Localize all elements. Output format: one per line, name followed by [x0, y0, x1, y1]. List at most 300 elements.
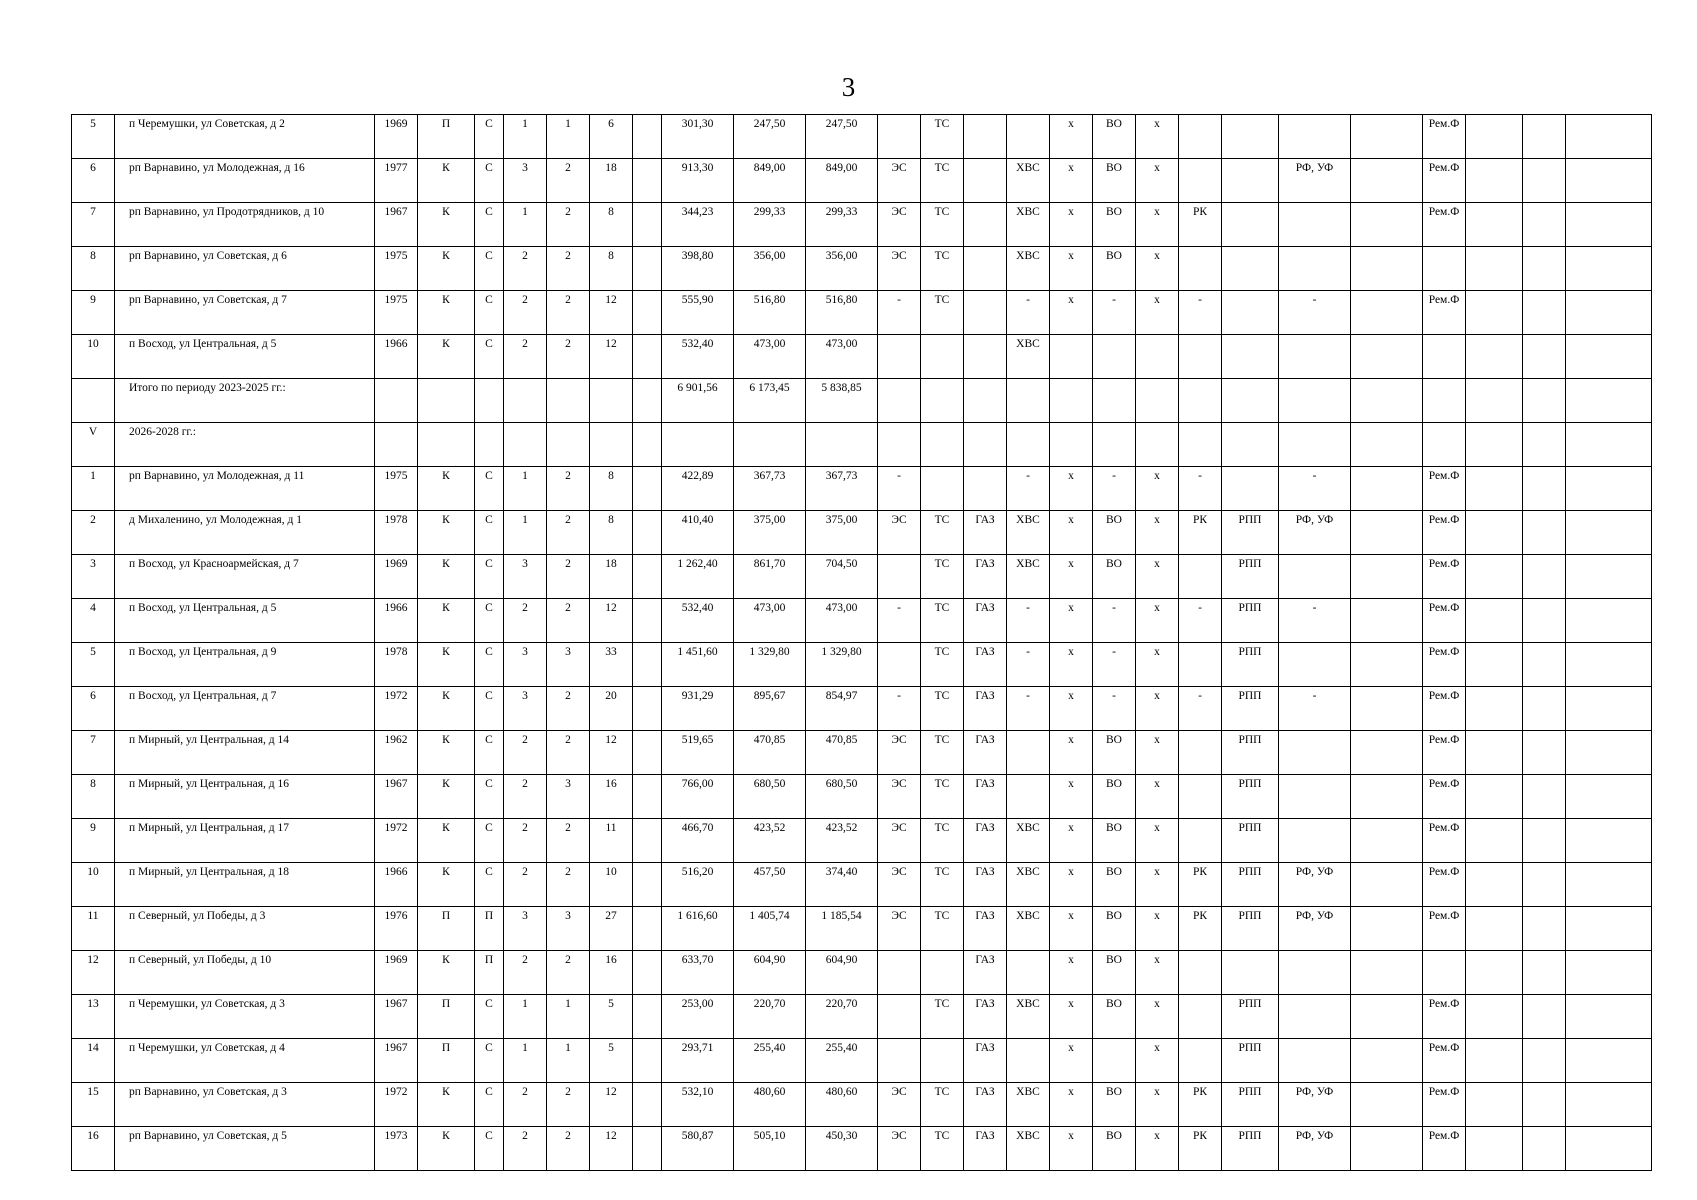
table-cell	[964, 247, 1007, 291]
table-cell: 5	[590, 1039, 633, 1083]
table-cell: 931,29	[662, 687, 734, 731]
table-cell: 3	[504, 643, 547, 687]
table-cell: ТС	[921, 599, 964, 643]
table-cell: 1969	[375, 555, 418, 599]
table-cell: 1969	[375, 115, 418, 159]
table-cell	[1179, 775, 1222, 819]
table-row	[72, 819, 1652, 863]
table-cell: 2	[547, 687, 590, 731]
table-cell: 532,40	[662, 335, 734, 379]
table-cell: 1 329,80	[806, 643, 878, 687]
table-cell	[1466, 203, 1523, 247]
table-cell: 1972	[375, 819, 418, 863]
table-cell	[1136, 335, 1179, 379]
table-cell	[1566, 819, 1652, 863]
table-cell: 33	[590, 643, 633, 687]
table-cell: 220,70	[734, 995, 806, 1039]
address-cell: Итого по периоду 2023-2025 гг.:	[115, 379, 375, 423]
table-cell	[1351, 687, 1423, 731]
table-cell	[921, 379, 964, 423]
table-cell: х	[1050, 511, 1093, 555]
table-cell: РФ, УФ	[1279, 1127, 1351, 1171]
table-cell	[1523, 995, 1566, 1039]
table-cell: РК	[1179, 511, 1222, 555]
table-cell	[1566, 1039, 1652, 1083]
table-cell	[1566, 1083, 1652, 1127]
table-cell: 16	[590, 775, 633, 819]
table-cell: 16	[590, 951, 633, 995]
table-row	[72, 775, 1652, 819]
table-row	[72, 731, 1652, 775]
table-cell	[1007, 379, 1050, 423]
table-cell: 1 405,74	[734, 907, 806, 951]
table-cell: 2	[547, 1083, 590, 1127]
table-cell	[1566, 907, 1652, 951]
table-cell: х	[1050, 775, 1093, 819]
table-cell: 1 616,60	[662, 907, 734, 951]
address-cell: п Восход, ул Центральная, д 5	[115, 335, 375, 379]
table-cell: 7	[72, 731, 115, 775]
table-cell: ГАЗ	[964, 511, 1007, 555]
table-cell: -	[1179, 467, 1222, 511]
table-cell: ГАЗ	[964, 1127, 1007, 1171]
table-cell: 532,10	[662, 1083, 734, 1127]
table-cell	[1466, 1039, 1523, 1083]
table-cell	[1050, 423, 1093, 467]
table-cell: ГАЗ	[964, 1083, 1007, 1127]
table-cell: 8	[590, 203, 633, 247]
table-cell: 580,87	[662, 1127, 734, 1171]
table-cell	[1222, 379, 1279, 423]
address-cell: п Черемушки, ул Советская, д 4	[115, 1039, 375, 1083]
table-cell	[878, 643, 921, 687]
table-row	[72, 423, 1652, 467]
table-cell: С	[475, 291, 504, 335]
table-cell: х	[1136, 159, 1179, 203]
table-cell: 1973	[375, 1127, 418, 1171]
table-cell: Рем.Ф	[1423, 467, 1466, 511]
table-cell: РПП	[1222, 1083, 1279, 1127]
table-cell	[633, 379, 662, 423]
table-row	[72, 995, 1652, 1039]
table-cell: -	[1179, 599, 1222, 643]
table-row	[72, 203, 1652, 247]
table-cell: 12	[590, 599, 633, 643]
table-cell	[1007, 115, 1050, 159]
table-cell	[633, 115, 662, 159]
table-cell: ЭС	[878, 731, 921, 775]
table-cell: С	[475, 819, 504, 863]
table-row	[72, 511, 1652, 555]
table-cell	[1566, 291, 1652, 335]
table-cell: ГАЗ	[964, 951, 1007, 995]
table-cell	[1466, 555, 1523, 599]
table-cell: С	[475, 643, 504, 687]
table-cell	[878, 379, 921, 423]
table-row	[72, 555, 1652, 599]
table-cell: 11	[590, 819, 633, 863]
table-cell: Рем.Ф	[1423, 907, 1466, 951]
table-cell: РПП	[1222, 863, 1279, 907]
table-cell	[1093, 335, 1136, 379]
table-cell	[1566, 1127, 1652, 1171]
table-cell: РПП	[1222, 687, 1279, 731]
table-cell: РПП	[1222, 819, 1279, 863]
table-cell	[633, 1039, 662, 1083]
table-cell: -	[1007, 687, 1050, 731]
table-cell	[1566, 335, 1652, 379]
table-cell	[1279, 731, 1351, 775]
table-cell: 473,00	[806, 335, 878, 379]
table-cell: РПП	[1222, 1039, 1279, 1083]
table-cell: С	[475, 467, 504, 511]
table-cell: 3	[547, 643, 590, 687]
table-cell: Рем.Ф	[1423, 1039, 1466, 1083]
table-cell: С	[475, 863, 504, 907]
table-cell: К	[418, 951, 475, 995]
table-cell: 516,80	[734, 291, 806, 335]
table-cell: 6	[590, 115, 633, 159]
table-cell: Рем.Ф	[1423, 115, 1466, 159]
table-cell: Рем.Ф	[1423, 819, 1466, 863]
table-cell: х	[1136, 203, 1179, 247]
table-cell: К	[418, 247, 475, 291]
table-cell	[633, 335, 662, 379]
table-cell: 516,20	[662, 863, 734, 907]
table-cell: 2	[504, 1127, 547, 1171]
table-cell	[633, 907, 662, 951]
table-cell: х	[1136, 115, 1179, 159]
table-cell: х	[1050, 643, 1093, 687]
table-cell: 849,00	[806, 159, 878, 203]
table-cell: П	[475, 951, 504, 995]
table-cell: 470,85	[806, 731, 878, 775]
table-cell: 367,73	[806, 467, 878, 511]
table-cell	[1279, 775, 1351, 819]
table-cell: 895,67	[734, 687, 806, 731]
table-cell: ТС	[921, 159, 964, 203]
table-cell: 1	[504, 203, 547, 247]
table-cell	[1222, 951, 1279, 995]
table-cell: 1975	[375, 291, 418, 335]
table-cell: ХВС	[1007, 1083, 1050, 1127]
table-cell: ХВС	[1007, 819, 1050, 863]
table-cell: 3	[504, 555, 547, 599]
table-cell	[1279, 951, 1351, 995]
table-cell: -	[1179, 291, 1222, 335]
table-cell: ХВС	[1007, 335, 1050, 379]
table-cell: ХВС	[1007, 1127, 1050, 1171]
table-cell	[1007, 951, 1050, 995]
table-cell: РК	[1179, 1127, 1222, 1171]
table-cell: ВО	[1093, 995, 1136, 1039]
table-cell: 5	[72, 115, 115, 159]
table-cell	[1466, 907, 1523, 951]
table-cell: х	[1050, 995, 1093, 1039]
table-cell	[1351, 335, 1423, 379]
table-cell: 3	[504, 687, 547, 731]
table-cell: РФ, УФ	[1279, 511, 1351, 555]
table-cell: 1972	[375, 687, 418, 731]
table-cell: 2	[547, 203, 590, 247]
table-cell	[1566, 247, 1652, 291]
address-cell: д Михаленино, ул Молодежная, д 1	[115, 511, 375, 555]
table-cell	[1523, 687, 1566, 731]
address-cell: п Мирный, ул Центральная, д 18	[115, 863, 375, 907]
table-cell	[1351, 1127, 1423, 1171]
table-cell: ГАЗ	[964, 775, 1007, 819]
table-cell: х	[1050, 1039, 1093, 1083]
table-cell: 2	[504, 951, 547, 995]
address-cell: рп Варнавино, ул Советская, д 5	[115, 1127, 375, 1171]
table-cell: 2	[547, 511, 590, 555]
table-cell: 450,30	[806, 1127, 878, 1171]
table-cell: х	[1050, 1083, 1093, 1127]
table-cell: С	[475, 555, 504, 599]
table-cell: РФ, УФ	[1279, 159, 1351, 203]
table-cell: 2	[547, 731, 590, 775]
table-cell: 861,70	[734, 555, 806, 599]
table-cell	[1566, 159, 1652, 203]
table-cell: Рем.Ф	[1423, 1083, 1466, 1127]
table-cell: ГАЗ	[964, 555, 1007, 599]
table-cell: 1969	[375, 951, 418, 995]
table-cell: ЭС	[878, 1127, 921, 1171]
table-cell	[1093, 379, 1136, 423]
address-cell: рп Варнавино, ул Молодежная, д 16	[115, 159, 375, 203]
table-cell: х	[1136, 511, 1179, 555]
table-cell	[1566, 379, 1652, 423]
table-cell: 12	[72, 951, 115, 995]
table-cell	[590, 423, 633, 467]
table-cell: 375,00	[806, 511, 878, 555]
table-row	[72, 467, 1652, 511]
table-cell: К	[418, 203, 475, 247]
table-cell	[1523, 643, 1566, 687]
address-cell: п Северный, ул Победы, д 3	[115, 907, 375, 951]
table-cell	[1523, 1127, 1566, 1171]
table-cell: ТС	[921, 819, 964, 863]
table-cell: С	[475, 203, 504, 247]
table-cell	[1466, 511, 1523, 555]
table-cell	[633, 1127, 662, 1171]
table-cell	[1466, 643, 1523, 687]
table-cell	[633, 423, 662, 467]
table-cell	[1523, 775, 1566, 819]
table-cell	[1007, 775, 1050, 819]
table-cell	[1566, 643, 1652, 687]
table-cell	[921, 335, 964, 379]
table-cell: 466,70	[662, 819, 734, 863]
table-cell: ЭС	[878, 203, 921, 247]
table-cell: 2	[504, 775, 547, 819]
table-cell	[1179, 951, 1222, 995]
table-cell: 2	[547, 467, 590, 511]
table-cell: х	[1050, 687, 1093, 731]
table-cell	[1179, 555, 1222, 599]
table-cell: ГАЗ	[964, 819, 1007, 863]
table-cell	[1007, 731, 1050, 775]
table-cell: 1975	[375, 467, 418, 511]
table-cell: ЭС	[878, 159, 921, 203]
table-cell	[662, 423, 734, 467]
table-cell: 299,33	[806, 203, 878, 247]
table-cell: 473,00	[734, 599, 806, 643]
table-cell	[1523, 863, 1566, 907]
table-cell: 2	[547, 247, 590, 291]
table-cell	[1423, 951, 1466, 995]
table-cell	[1351, 907, 1423, 951]
table-cell: х	[1050, 599, 1093, 643]
table-cell	[1523, 819, 1566, 863]
table-cell: х	[1050, 555, 1093, 599]
table-row	[72, 599, 1652, 643]
table-cell: С	[475, 687, 504, 731]
table-cell	[1179, 819, 1222, 863]
table-cell: х	[1136, 863, 1179, 907]
table-cell: 2	[504, 731, 547, 775]
table-cell	[1523, 599, 1566, 643]
table-cell: 1975	[375, 247, 418, 291]
table-cell: 1978	[375, 643, 418, 687]
table-cell: К	[418, 775, 475, 819]
table-cell	[633, 731, 662, 775]
table-cell: Рем.Ф	[1423, 159, 1466, 203]
table-cell: х	[1136, 291, 1179, 335]
table-cell: 1	[547, 995, 590, 1039]
table-cell	[1179, 731, 1222, 775]
table-cell: РК	[1179, 863, 1222, 907]
table-cell: х	[1050, 907, 1093, 951]
table-cell	[964, 467, 1007, 511]
table-cell	[633, 599, 662, 643]
table-cell	[1179, 643, 1222, 687]
table-cell	[1351, 203, 1423, 247]
table-cell: 255,40	[734, 1039, 806, 1083]
table-cell: 3	[547, 907, 590, 951]
address-cell: п Восход, ул Красноармейская, д 7	[115, 555, 375, 599]
table-cell	[1351, 731, 1423, 775]
address-cell: п Восход, ул Центральная, д 9	[115, 643, 375, 687]
table-cell: 470,85	[734, 731, 806, 775]
table-cell: Рем.Ф	[1423, 863, 1466, 907]
table-cell	[1466, 599, 1523, 643]
table-cell: -	[1093, 687, 1136, 731]
table-cell: К	[418, 467, 475, 511]
table-cell	[921, 1039, 964, 1083]
table-cell: 2	[504, 247, 547, 291]
table-cell	[964, 159, 1007, 203]
table-cell: С	[475, 511, 504, 555]
table-cell: П	[418, 115, 475, 159]
table-cell	[878, 951, 921, 995]
table-cell: х	[1136, 467, 1179, 511]
table-cell: 367,73	[734, 467, 806, 511]
table-cell: ЭС	[878, 511, 921, 555]
table-cell: С	[475, 247, 504, 291]
table-cell: 2	[547, 1127, 590, 1171]
table-cell: х	[1050, 951, 1093, 995]
table-cell: -	[1093, 643, 1136, 687]
table-cell	[964, 379, 1007, 423]
table-cell: -	[1007, 599, 1050, 643]
table-cell: 12	[590, 1127, 633, 1171]
table-cell	[1566, 555, 1652, 599]
table-cell: РФ, УФ	[1279, 907, 1351, 951]
table-cell: 5 838,85	[806, 379, 878, 423]
table-cell	[1351, 995, 1423, 1039]
table-cell	[633, 555, 662, 599]
table-cell	[1136, 379, 1179, 423]
table-cell: 1962	[375, 731, 418, 775]
table-cell	[1351, 555, 1423, 599]
table-cell	[1466, 247, 1523, 291]
table-cell: 247,50	[806, 115, 878, 159]
table-cell: 374,40	[806, 863, 878, 907]
table-cell: 247,50	[734, 115, 806, 159]
table-cell: 356,00	[806, 247, 878, 291]
table-cell	[547, 379, 590, 423]
table-cell: 3	[504, 159, 547, 203]
table-cell: ТС	[921, 115, 964, 159]
table-cell	[547, 423, 590, 467]
table-cell	[964, 335, 1007, 379]
table-cell	[633, 995, 662, 1039]
table-row	[72, 379, 1652, 423]
table-cell: РФ, УФ	[1279, 1083, 1351, 1127]
table-cell: 2	[504, 335, 547, 379]
address-cell: рп Варнавино, ул Советская, д 7	[115, 291, 375, 335]
table-cell: РПП	[1222, 643, 1279, 687]
table-cell	[418, 423, 475, 467]
table-cell: РПП	[1222, 907, 1279, 951]
table-cell: 255,40	[806, 1039, 878, 1083]
table-cell: х	[1136, 643, 1179, 687]
table-body	[72, 115, 1652, 1171]
table-cell: ЭС	[878, 907, 921, 951]
table-cell	[418, 379, 475, 423]
table-cell	[921, 951, 964, 995]
table-cell: ВО	[1093, 863, 1136, 907]
table-cell: 1966	[375, 863, 418, 907]
page-number: 3	[841, 72, 856, 102]
table-cell	[504, 423, 547, 467]
address-cell: п Мирный, ул Центральная, д 16	[115, 775, 375, 819]
table-cell: ГАЗ	[964, 995, 1007, 1039]
table-cell	[1523, 115, 1566, 159]
table-cell: 2	[547, 951, 590, 995]
table-cell: 2	[504, 863, 547, 907]
table-row	[72, 159, 1652, 203]
table-cell: ХВС	[1007, 247, 1050, 291]
table-cell: х	[1050, 247, 1093, 291]
table-cell: 1967	[375, 995, 418, 1039]
table-cell	[375, 423, 418, 467]
table-cell	[633, 863, 662, 907]
table-cell: Рем.Ф	[1423, 995, 1466, 1039]
table-cell	[1523, 907, 1566, 951]
table-cell	[1523, 291, 1566, 335]
table-cell: С	[475, 995, 504, 1039]
table-cell	[1566, 115, 1652, 159]
table-cell: 8	[72, 247, 115, 291]
table-cell: 1967	[375, 775, 418, 819]
table-cell: х	[1136, 555, 1179, 599]
table-cell: 1	[504, 995, 547, 1039]
table-cell: ТС	[921, 687, 964, 731]
table-cell: 1972	[375, 1083, 418, 1127]
table-cell: 1	[504, 467, 547, 511]
